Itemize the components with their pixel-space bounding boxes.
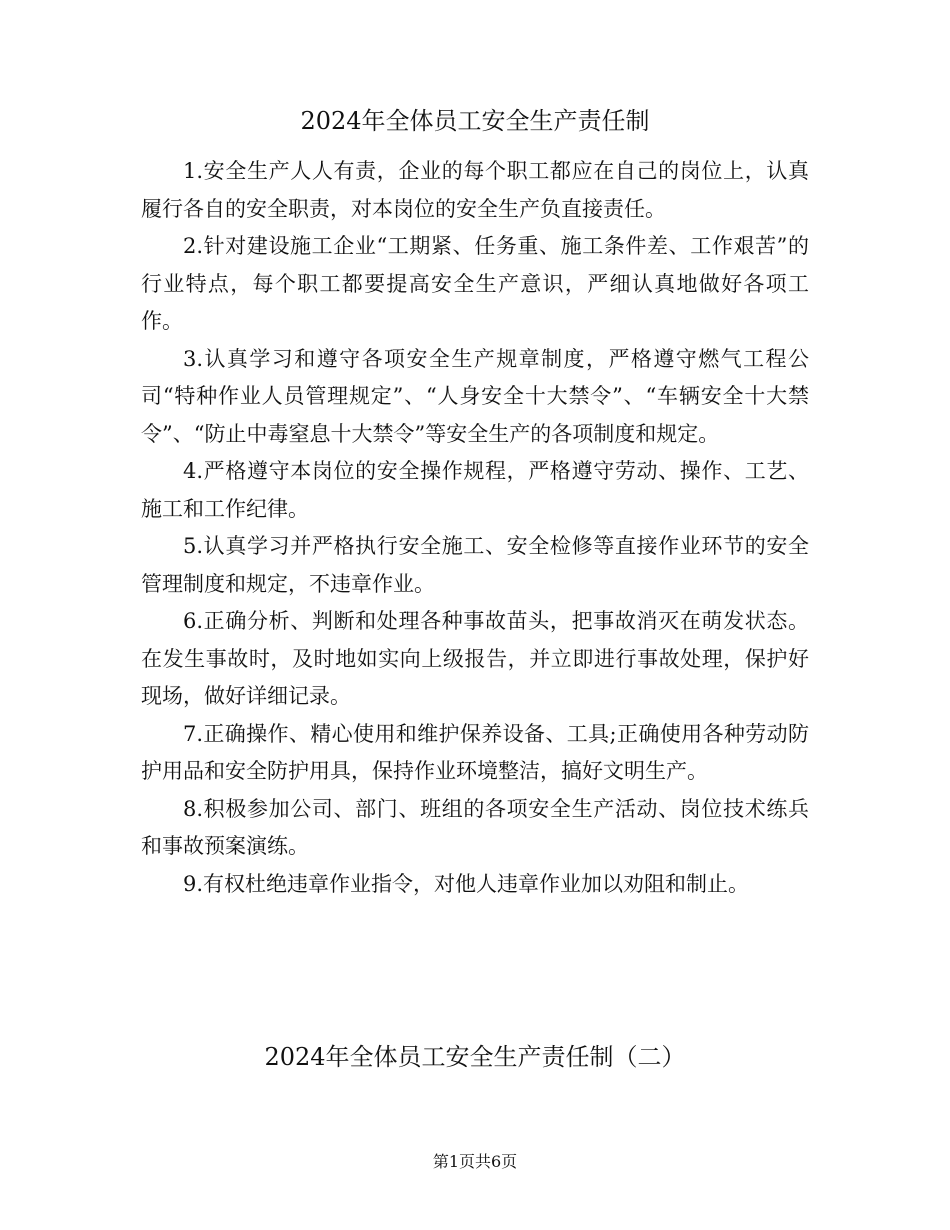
paragraph-4: 4.严格遵守本岗位的安全操作规程，严格遵守劳动、操作、工艺、施工和工作纪律。 bbox=[141, 459, 809, 521]
paragraph-7: 7.正确操作、精心使用和维护保养设备、工具;正确使用各种劳动防护用品和安全防护用具，保持作业环境整洁，搞好文明生产。 bbox=[141, 721, 809, 783]
paragraph-6: 6.正确分析、判断和处理各种事故苗头，把事故消灭在萌发状态。在发生事故时，及时地如实向上级报告，并立即进行事故处理，保护好现场，做好详细记录。 bbox=[141, 609, 809, 708]
section-title: 2024年全体员工安全生产责任制（二） bbox=[264, 1043, 686, 1071]
paragraph-8: 8.积极参加公司、部门、班组的各项安全生产活动、岗位技术练兵和事故预案演练。 bbox=[141, 796, 809, 858]
paragraph-1: 1.安全生产人人有责，企业的每个职工都应在自己的岗位上，认真履行各自的安全职责，对本岗位的安全生产负直接责任。 bbox=[141, 159, 809, 221]
page-title: 2024年全体员工安全生产责任制 bbox=[300, 107, 650, 135]
paragraph-5: 5.认真学习并严格执行安全施工、安全检修等直接作业环节的安全管理制度和规定，不违章作业。 bbox=[141, 534, 809, 596]
document-body bbox=[141, 153, 809, 903]
paragraph-2: 2.针对建设施工企业“工期紧、任务重、施工条件差、工作艰苦”的行业特点，每个职工都要提高安全生产意识，严细认真地做好各项工作。 bbox=[141, 234, 809, 333]
page-number: 第1页共6页 bbox=[432, 1152, 518, 1171]
paragraph-9: 9.有权杜绝违章作业指令，对他人违章作业加以劝阻和制止。 bbox=[183, 871, 750, 896]
paragraph-3: 3.认真学习和遵守各项安全生产规章制度，严格遵守燃气工程公司“特种作业人员管理规定”、“人身安全十大禁令”、“车辆安全十大禁令”、“防止中毒窒息十大禁令”等安全生产的各项制度和规定。 bbox=[141, 346, 809, 446]
